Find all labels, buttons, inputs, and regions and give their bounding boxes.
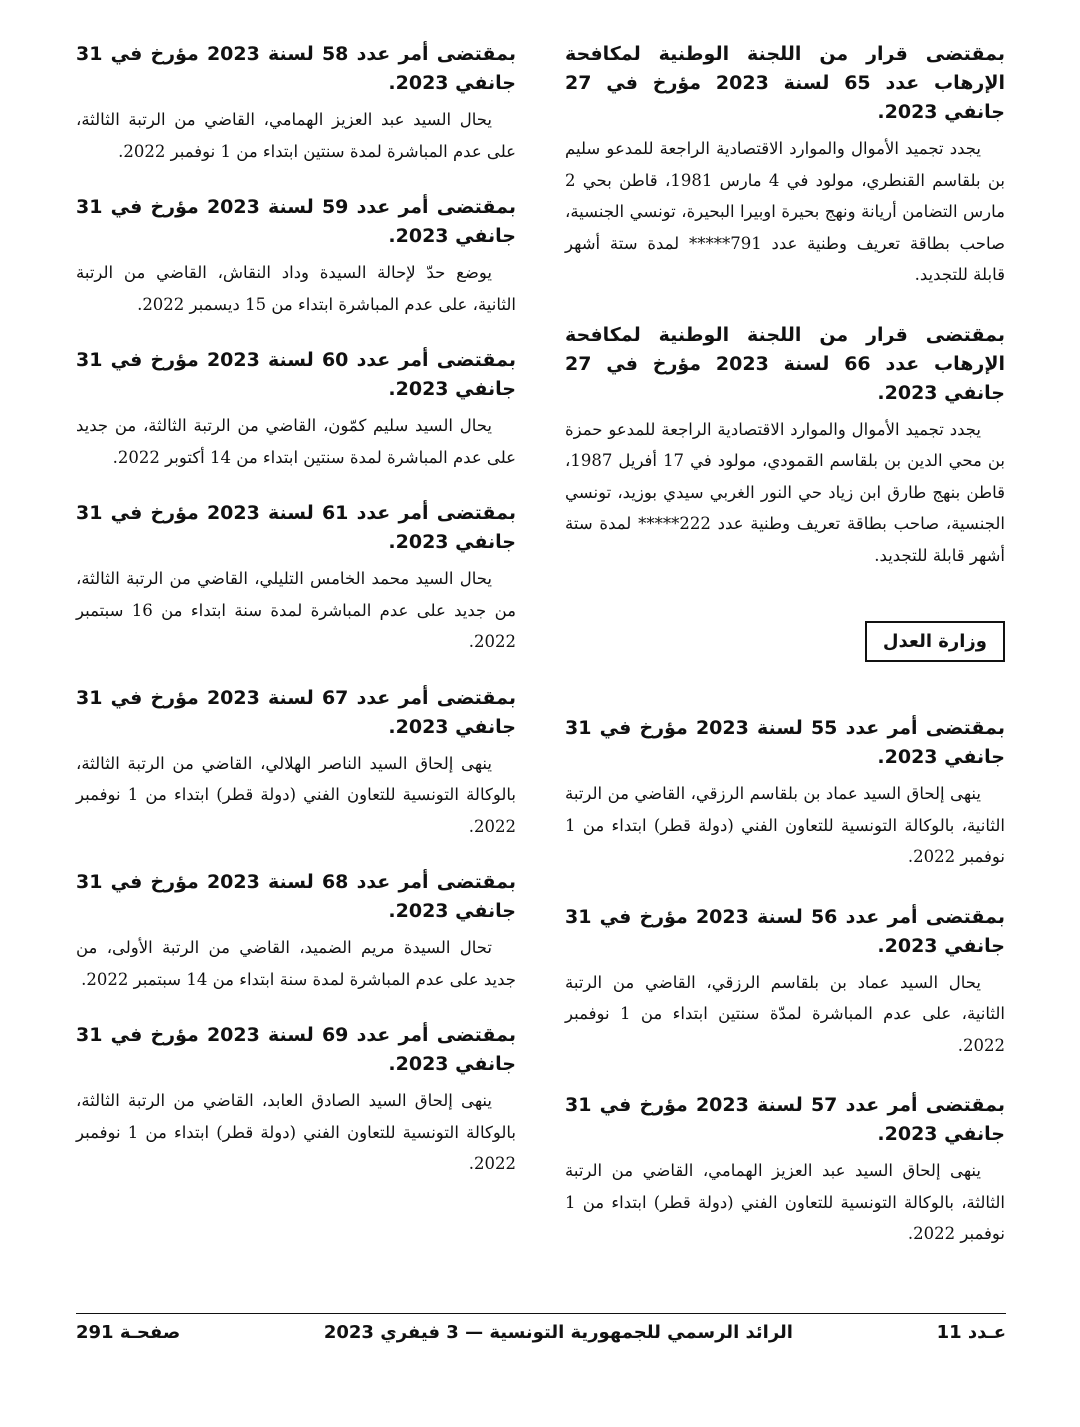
entry-body: ينهى إلحاق السيد الصادق العابد، القاضي من الرتبة الثالثة، بالوكالة التونسية للتعاون الفني (دولة قطر) ابتداء من 1 نوفمبر 2022. xyxy=(76,1091,516,1173)
publication-title: الرائد الرسمي للجمهورية التونسية — 3 فيفري 2023 xyxy=(323,1322,793,1343)
entry-heading: بمقتضى أمر عدد 68 لسنة 2023 مؤرخ في 31 جانفي 2023. xyxy=(76,871,516,922)
entry-body: ينهى إلحاق السيد الناصر الهلالي، القاضي من الرتبة الثالثة، بالوكالة التونسية للتعاون الفني (دولة قطر) ابتداء من 1 نوفمبر 2022. xyxy=(76,753,516,836)
decree-60 xyxy=(76,346,516,473)
decree-69 xyxy=(76,1021,516,1180)
page-number: صفحـة 291 xyxy=(76,1322,181,1343)
page-footer xyxy=(76,1322,1006,1343)
entry-heading: بمقتضى أمر عدد 58 لسنة 2023 مؤرخ في 31 جانفي 2023. xyxy=(76,43,516,94)
decree-57 xyxy=(565,1091,1005,1250)
decree-55 xyxy=(565,714,1005,873)
decree-58 xyxy=(76,40,516,167)
entry-body: يحال السيد عبد العزيز الهمامي، القاضي من الرتبة الثالثة، على عدم المباشرة لمدة سنتين ابتداء من 1 نوفمبر 2022. xyxy=(76,110,516,161)
entry-body: تحال السيدة مريم الضميد، القاضي من الرتبة الأولى، من جديد على عدم المباشرة لمدة سنة ابتداء من 14 سبتمبر 2022. xyxy=(76,938,516,989)
entry-heading: بمقتضى قرار من اللجنة الوطنية لمكافحة الإرهاب عدد 66 لسنة 2023 مؤرخ في 27 جانفي 2023. xyxy=(565,323,1006,404)
left-column xyxy=(76,40,516,1206)
entry-heading: بمقتضى أمر عدد 67 لسنة 2023 مؤرخ في 31 جانفي 2023. xyxy=(76,686,516,738)
decree-59 xyxy=(76,193,516,320)
entry-heading: بمقتضى أمر عدد 60 لسنة 2023 مؤرخ في 31 جانفي 2023. xyxy=(76,349,516,400)
ministry-section xyxy=(565,601,1005,714)
right-column xyxy=(565,40,1005,1280)
entry-heading: بمقتضى أمر عدد 57 لسنة 2023 مؤرخ في 31 جانفي 2023. xyxy=(565,1094,1005,1145)
entry-heading: بمقتضى أمر عدد 69 لسنة 2023 مؤرخ في 31 جانفي 2023. xyxy=(76,1024,516,1075)
ministry-title: وزارة العدل xyxy=(865,621,1005,662)
entry-body: يحال السيد سليم كمّون، القاضي من الرتبة الثالثة، من جديد على عدم المباشرة لمدة سنتين ابتداء من 14 أكتوبر 2022. xyxy=(76,416,516,467)
entry-heading: بمقتضى قرار من اللجنة الوطنية لمكافحة الإرهاب عدد 65 لسنة 2023 مؤرخ في 27 جانفي 2023. xyxy=(565,43,1006,123)
entry-heading: بمقتضى أمر عدد 56 لسنة 2023 مؤرخ في 31 جانفي 2023. xyxy=(565,905,1005,957)
entry-body: يحال السيد محمد الخامس التليلي، القاضي من الرتبة الثالثة، من جديد على عدم المباشرة لمدة سنة ابتداء من 16 سبتمبر 2022. xyxy=(76,569,517,651)
entry-heading: بمقتضى أمر عدد 59 لسنة 2023 مؤرخ في 31 جانفي 2023. xyxy=(76,196,516,247)
decision-66 xyxy=(565,321,1005,572)
entry-heading: بمقتضى أمر عدد 61 لسنة 2023 مؤرخ في 31 جانفي 2023. xyxy=(76,502,516,553)
decree-67 xyxy=(76,684,516,843)
decree-56 xyxy=(565,903,1005,1062)
entry-body: يوضع حدّ لإحالة السيدة وداد النقاش، القاضي من الرتبة الثانية، على عدم المباشرة ابتداء من 15 ديسمبر 2022. xyxy=(76,263,516,314)
footer-divider xyxy=(76,1313,1006,1314)
decision-65 xyxy=(565,40,1005,291)
entry-heading: بمقتضى أمر عدد 55 لسنة 2023 مؤرخ في 31 جانفي 2023. xyxy=(565,717,1005,768)
entry-body: يجدد تجميد الأموال والموارد الاقتصادية الراجعة للمدعو حمزة بن محي الدين بن بلقاسم القمودي، مولود في 17 أفريل 1987، قاطن بنهج طارق ابن زياد حي النور الغربي سيدي بوزيد، تونسي الجنسية، صاحب بطاقة تعريف وطنية عدد 222***** لمدة ستة أشهر قابلة للتجديد. xyxy=(565,419,1006,565)
decree-61 xyxy=(76,499,516,658)
entry-body: ينهى إلحاق السيد عماد بن بلقاسم الرزقي، القاضي من الرتبة الثانية، بالوكالة التونسية للتعاون الفني (دولة قطر) ابتداء من 1 نوفمبر 2022. xyxy=(565,784,1005,866)
decree-68 xyxy=(76,868,516,995)
issue-number: عـدد 11 xyxy=(936,1322,1006,1343)
entry-body: يجدد تجميد الأموال والموارد الاقتصادية الراجعة للمدعو سليم بن بلقاسم القنطري، مولود في 4 مارس 1981، قاطن بحي 2 مارس التضامن أريانة ونهج بحيرة اوبيرا البحيرة، تونسي الجنسية، صاحب بطاقة تعريف وطنية عدد 791***** لمدة ستة أشهر قابلة للتجديد. xyxy=(565,139,1005,284)
entry-body: يحال السيد عماد بن بلقاسم الرزقي، القاضي من الرتبة الثانية، على عدم المباشرة لمدّة سنتين ابتداء من 1 نوفمبر 2022. xyxy=(565,972,1006,1055)
entry-body: ينهى إلحاق السيد عبد العزيز الهمامي، القاضي من الرتبة الثالثة، بالوكالة التونسية للتعاون الفني (دولة قطر) ابتداء من 1 نوفمبر 2022. xyxy=(565,1161,1005,1243)
